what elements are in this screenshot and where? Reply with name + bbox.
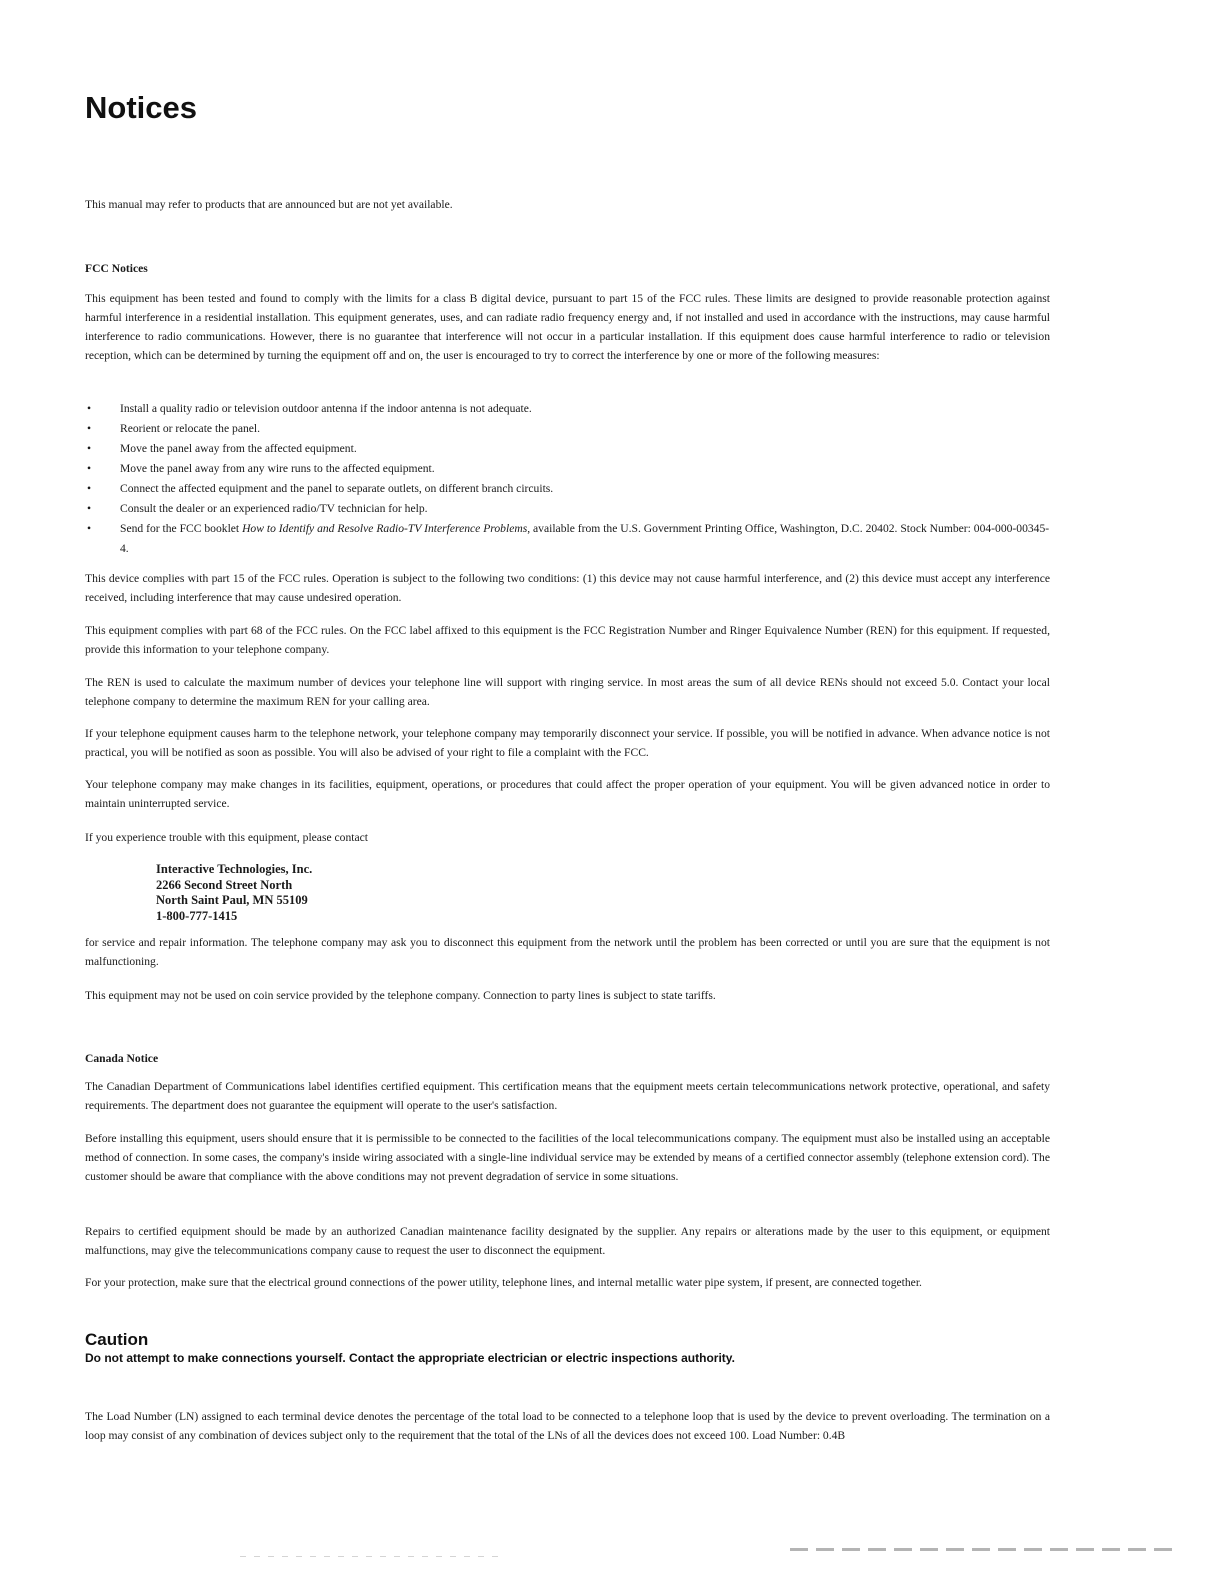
bullet-icon: • [87,422,92,435]
list-item: • Consult the dealer or an experienced radio/TV technician for help. [85,499,1050,519]
fcc-heading: FCC Notices [85,262,148,275]
fcc-paragraph-7: If you experience trouble with this equipment, please contact [85,831,368,844]
booklet-title: How to Identify and Resolve Radio-TV Interference Problems [242,522,528,535]
list-item: • Move the panel away from the affected equipment. [85,439,1050,459]
fcc-paragraph-8: for service and repair information. The telephone company may ask you to disconnect this equipment from the network until the problem has been corrected or until you are sure that the equipment is not malfunctioning. [85,936,1050,968]
load-number-paragraph: The Load Number (LN) assigned to each terminal device denotes the percentage of the total load to be connected to a telephone loop that is used by the device to prevent overloading. The termination on a loop may consist of any combination of devices subject only to the requirement that the total of the LNs of all the devices does not exceed 100. Load Number: 0.4B [85,1410,1050,1442]
list-item: • Connect the affected equipment and the panel to separate outlets, on different branch circuits. [85,479,1050,499]
bullet-icon: • [87,482,92,495]
canada-paragraph-1: The Canadian Department of Communications label identifies certified equipment. This certification means that the equipment meets certain telecommunications network protective, operational, and safety requirements. The department does not guarantee the equipment will operate to the user's satisfaction. [85,1080,1050,1112]
canada-paragraph-4: For your protection, make sure that the electrical ground connections of the power utility, telephone lines, and internal metallic water pipe system, if present, are connected together. [85,1276,922,1289]
bullet-icon: • [87,442,92,455]
canada-paragraph-2: Before installing this equipment, users should ensure that it is permissible to be connected to the facilities of the local telecommunications company. The equipment must also be installed using an acceptable method of connection. In some cases, the company's inside wiring associated with a single-line individual service may be extended by means of a certified connector assembly (telephone extension cord). The customer should be aware that compliance with the above conditions may not prevent degradation of service in some situations. [85,1132,1050,1183]
company-name: Interactive Technologies, Inc. [156,862,313,876]
list-item: • Install a quality radio or television outdoor antenna if the indoor antenna is not adequate. [85,399,1050,419]
list-item: • Move the panel away from any wire runs to the affected equipment. [85,459,1050,479]
fcc-paragraph-3: This equipment complies with part 68 of the FCC rules. On the FCC label affixed to this equipment is the FCC Registration Number and Ringer Equivalence Number (REN) for this equipment. If requested, provide this information to your telephone company. [85,624,1050,656]
fcc-paragraph-2: This device complies with part 15 of the FCC rules. Operation is subject to the following two conditions: (1) this device may not cause harmful interference, and (2) this device must accept any interference received, including interference that may cause undesired operation. [85,572,1050,604]
canada-heading: Canada Notice [85,1052,159,1065]
fcc-paragraph-1: This equipment has been tested and found to comply with the limits for a class B digital device, pursuant to part 15 of the FCC rules. These limits are designed to provide reasonable protection against harmful interference in a residential installation. This equipment generates, uses, and can radiate radio frequency energy and, if not installed and used in accordance with the instructions, may cause harmful interference to radio communications. However, there is no guarantee that interference will not occur in a particular installation. If this equipment does cause harmful interference to radio or television reception, which can be determined by turning the equipment off and on, the user is encouraged to try to correct the interference by one or more of the following measures: [85,292,1050,362]
caution-title: Caution [85,1330,149,1349]
caution-text: Do not attempt to make connections yourself. Contact the appropriate electrician or electric inspections authority. [85,1351,735,1365]
city-state-zip: North Saint Paul, MN 55109 [156,893,308,907]
fcc-paragraph-9: This equipment may not be used on coin service provided by the telephone company. Connection to party lines is subject to state tariffs. [85,989,716,1002]
fcc-paragraph-4: The REN is used to calculate the maximum number of devices your telephone line will support with ringing service. In most areas the sum of all device RENs should not exceed 5.0. Contact your local telephone company to determine the maximum REN for your calling area. [85,676,1050,708]
scan-artifact [790,1548,1180,1551]
fcc-paragraph-6: Your telephone company may make changes in its facilities, equipment, operations, or procedures that could affect the proper operation of your equipment. You will be given advanced notice in order to maintain uninterrupted service. [85,778,1050,810]
canada-paragraph-3: Repairs to certified equipment should be made by an authorized Canadian maintenance facility designated by the supplier. Any repairs or alterations made by the user to this equipment, or equipment malfunctions, may give the telecommunications company cause to request the user to disconnect the equipment. [85,1225,1050,1257]
bullet-icon: • [87,462,92,475]
fcc-measures-list [85,399,1050,559]
bullet-icon: • [87,402,92,415]
phone-number: 1-800-777-1415 [156,908,238,923]
street-address: 2266 Second Street North [156,877,293,892]
bullet-icon: • [87,522,92,535]
contact-address [156,862,312,924]
page-title: Notices [85,90,197,125]
scan-artifact [240,1556,500,1557]
fcc-paragraph-5: If your telephone equipment causes harm to the telephone network, your telephone company may temporarily disconnect your service. If possible, you will be notified in advance. When advance notice is not practical, you will be notified as soon as possible. You will also be advised of your right to file a complaint with the FCC. [85,727,1050,759]
list-item: • Reorient or relocate the panel. [85,419,1050,439]
intro-paragraph: This manual may refer to products that are announced but are not yet available. [85,198,453,211]
bullet-icon: • [87,502,92,515]
list-item: • Send for the FCC booklet How to Identify and Resolve Radio-TV Interference Problems, available from the U.S. Government Printing Office, Washington, D.C. 20402. Stock Number: 004-000-00345-4. [85,519,1050,559]
